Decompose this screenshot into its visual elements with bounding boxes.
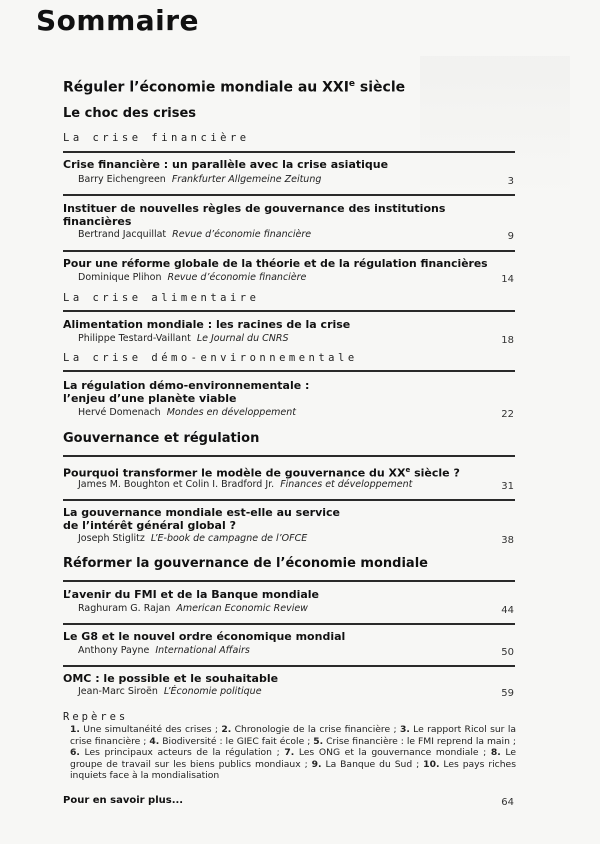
reperes-num: 9. [311, 758, 322, 770]
reperes-num: 4. [149, 735, 160, 747]
divider [63, 499, 515, 501]
entry-source: Le Journal du CNRS [196, 333, 289, 344]
entry-author: Anthony Payne [78, 645, 150, 656]
reperes-label: Repères [63, 711, 129, 723]
divider [63, 151, 515, 153]
toc-entry-title[interactable]: Pour une réforme globale de la théorie et de la régulation financières [63, 257, 488, 270]
reperes-item: Le groupe de travail sur les biens publics mondiaux ; [70, 747, 517, 770]
further-reading-page: 64 [501, 797, 514, 808]
toc-entry-meta [78, 603, 308, 614]
entry-author: Jean-Marc Siroën [78, 686, 158, 697]
entry-source: L’E-book de campagne de l’OFCE [150, 533, 308, 544]
reperes-item: Les principaux acteurs de la régulation ; [79, 747, 285, 759]
toc-entry-meta [78, 686, 262, 697]
toc-entry-meta [78, 645, 250, 656]
entry-source: Mondes en développement [166, 407, 297, 418]
toc-entry-meta [78, 533, 307, 544]
entry-author: Joseph Stiglitz [78, 533, 145, 544]
entry-source: Revue d’économie financière [172, 229, 312, 240]
subsection-heading: La crise démo-environnementale [63, 352, 358, 364]
entry-author: Raghuram G. Rajan [78, 603, 171, 614]
toc-entry-title[interactable]: La régulation démo-environnementale : l’enjeu d’une planète viable [63, 379, 310, 405]
toc-entry-title[interactable] [63, 464, 503, 480]
reperes-num: 10. [423, 758, 440, 770]
entry-source: L’Économie politique [163, 686, 262, 697]
reperes-num: 8. [490, 747, 501, 759]
reperes-num: 2. [221, 724, 232, 735]
entry-source: American Economic Review [176, 603, 308, 614]
reperes-num: 7. [284, 747, 295, 759]
reperes-num: 3. [399, 724, 410, 735]
toc-entry-page: 50 [501, 647, 514, 658]
bleed-through-shadow [420, 56, 570, 196]
toc-entry-meta [78, 272, 306, 283]
toc-entry-title[interactable]: La gouvernance mondiale est-elle au service de l’intérêt général global ? [63, 506, 341, 532]
divider [63, 665, 515, 667]
entry-source: Frankfurter Allgemeine Zeitung [171, 174, 322, 185]
entry-title-sup: e [405, 466, 411, 474]
entry-title-text: siècle ? [410, 466, 460, 480]
entry-title-text: Pourquoi transformer le modèle de gouvernance du XX [63, 466, 406, 480]
entry-source: Finances et développement [280, 479, 413, 490]
reperes-item: La Banque du Sud ; [321, 758, 424, 770]
reperes-num: 5. [313, 735, 324, 747]
main-heading [63, 79, 405, 96]
toc-entry-meta [78, 407, 296, 418]
entry-author: James M. Boughton et Colin I. Bradford Jr. [78, 479, 275, 490]
toc-entry-page: 14 [501, 274, 514, 285]
toc-entry-title[interactable]: OMC : le possible et le souhaitable [63, 672, 279, 685]
reperes-item: Crise financière : le FMI reprend la main ; [323, 735, 516, 747]
toc-entry-page: 44 [501, 605, 514, 616]
toc-entry-page: 22 [501, 409, 514, 420]
toc-entry-meta [78, 333, 289, 344]
main-heading-text: Réguler l’économie mondiale au XXI [63, 79, 349, 96]
toc-entry-page: 18 [501, 335, 514, 346]
toc-entry-title[interactable]: Alimentation mondiale : les racines de la crise [63, 318, 351, 331]
entry-author: Barry Eichengreen [78, 174, 166, 185]
toc-entry-meta [78, 479, 412, 490]
divider [63, 580, 515, 582]
toc-entry-page: 31 [501, 481, 514, 492]
main-heading-sup: e [348, 79, 356, 89]
toc-entry-meta [78, 229, 311, 240]
toc-entry-title[interactable]: Crise financière : un parallèle avec la crise asiatique [63, 158, 389, 171]
divider [63, 370, 515, 372]
reperes-item: Les ONG et la gouvernance mondiale ; [294, 747, 491, 759]
reperes-item: Une simultanéité des crises ; [79, 724, 222, 735]
reperes-item: Le rapport Ricol sur la crise financière ; [70, 724, 516, 747]
entry-author: Dominique Plihon [78, 272, 162, 283]
toc-entry-page: 9 [507, 231, 514, 242]
divider [63, 310, 515, 312]
toc-entry-title[interactable]: Le G8 et le nouvel ordre économique mondial [63, 630, 346, 643]
entry-author: Hervé Domenach [78, 407, 161, 418]
page-title: Sommaire [36, 4, 200, 37]
reperes-item: Les pays riches inquiets face à la mondialisation [70, 758, 516, 782]
toc-entry-page: 3 [507, 176, 514, 187]
main-heading-after: siècle [355, 79, 406, 96]
subsection-heading: La crise financière [63, 132, 250, 144]
further-reading-link[interactable]: Pour en savoir plus... [63, 795, 184, 806]
entry-author: Bertrand Jacquillat [78, 229, 167, 240]
toc-entry-title[interactable]: Instituer de nouvelles règles de gouvernance des institutions financières [63, 202, 446, 228]
section-heading: Gouvernance et régulation [63, 431, 260, 446]
toc-entry-meta [78, 174, 321, 185]
entry-author: Philippe Testard-Vaillant [78, 333, 191, 344]
toc-entry-title[interactable]: L’avenir du FMI et de la Banque mondiale [63, 588, 320, 601]
reperes-item: Biodiversité : le GIEC fait école ; [159, 735, 314, 747]
entry-source: International Affairs [155, 645, 250, 656]
reperes-num: 6. [70, 747, 80, 759]
divider [63, 623, 515, 625]
reperes-list [70, 724, 516, 782]
subsection-heading: La crise alimentaire [63, 292, 260, 304]
divider [63, 455, 515, 457]
divider [63, 194, 515, 196]
divider [63, 250, 515, 252]
entry-source: Revue d’économie financière [167, 272, 307, 283]
reperes-item: Chronologie de la crise financière ; [231, 724, 400, 735]
section-heading: Le choc des crises [63, 106, 197, 121]
toc-entry-page: 38 [501, 535, 514, 546]
toc-entry-page: 59 [501, 688, 514, 699]
section-heading: Réformer la gouvernance de l’économie mondiale [63, 556, 428, 571]
reperes-num: 1. [70, 724, 80, 735]
